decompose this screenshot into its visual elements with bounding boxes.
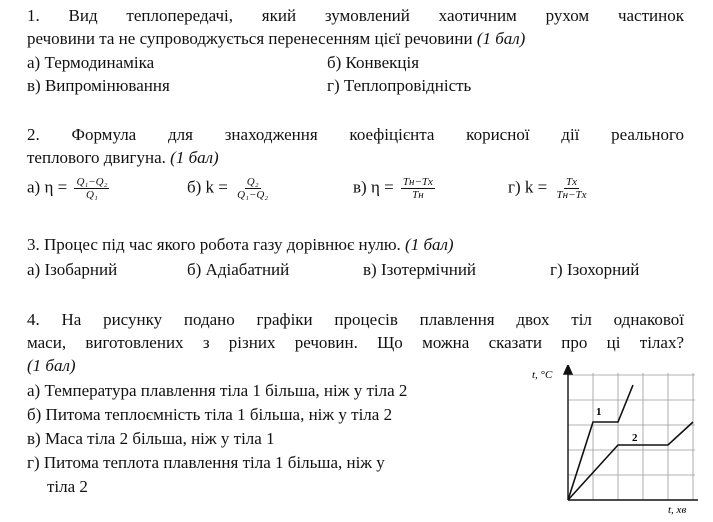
q2-option-a-denominator: Q₁	[86, 189, 98, 201]
q2-option-a-fraction	[74, 176, 109, 201]
q1-option-b[interactable]: б) Конвекція	[327, 53, 420, 72]
q3-text-line1	[27, 235, 454, 255]
graph-axes	[564, 365, 698, 500]
q2-option-c-denominator: Tн	[412, 189, 424, 201]
q4-text-line2: маси, виготовлених з різних речовин. Що можна сказати про ці тілах?	[27, 333, 684, 352]
q4-option-c[interactable]: в) Маса тіла 2 більша, ніж у тіла 1	[27, 429, 275, 448]
q2-option-d-numerator: Tх	[565, 176, 577, 188]
q2-option-c[interactable]	[353, 176, 435, 201]
q2-option-c-numerator: Tн−Tх	[402, 176, 433, 188]
q3-option-a[interactable]: а) Ізобарний	[27, 260, 118, 279]
q1-text-line2	[27, 29, 525, 49]
q2-option-b[interactable]	[187, 176, 270, 201]
q4-option-a[interactable]: а) Температура плавлення тіла 1 більша, ніж у тіла 2	[27, 381, 408, 400]
graph-curve-1-label: 1	[596, 406, 602, 418]
q2-option-d[interactable]	[508, 176, 588, 201]
q3-points: (1 бал)	[405, 235, 454, 254]
q1-points: (1 бал)	[476, 29, 526, 48]
q2-option-a[interactable]	[27, 176, 109, 201]
graph-curve-1	[568, 385, 633, 500]
q2-text-line1: 2. Формула для знаходження коефіцієнта корисної дії реального	[27, 125, 684, 144]
q4-option-d-continuation: тіла 2	[47, 477, 88, 496]
q1-option-a[interactable]: а) Термодинаміка	[27, 53, 155, 72]
q2-option-c-fraction	[401, 176, 435, 201]
q2-option-a-numerator: Q₁−Q₂	[76, 176, 108, 188]
q4-option-b[interactable]: б) Питома теплоємність тіла 1 більша, ніж у тіла 2	[27, 405, 393, 424]
q2-option-d-prefix: г) k =	[508, 177, 548, 197]
q2-option-b-denominator: Q₁−Q₂	[237, 189, 269, 201]
q4-text-line1: 4. На рисунку подано графіки процесів плавлення двох тіл однакової	[27, 310, 684, 329]
q1-option-c[interactable]: в) Випромінювання	[27, 76, 170, 95]
q4-option-d[interactable]: г) Питома теплота плавлення тіла 1 більша, ніж у	[27, 453, 385, 472]
q2-option-b-numerator: Q₂	[246, 176, 259, 188]
q1-option-d[interactable]: г) Теплопровідність	[327, 76, 472, 95]
q2-option-b-prefix: б) k =	[187, 177, 228, 197]
q4-points: (1 бал)	[27, 356, 76, 375]
q2-option-c-prefix: в) η =	[353, 177, 394, 197]
q2-text-line2-body: теплового двигуна.	[27, 148, 166, 167]
q2-option-d-denominator: Tн−Tх	[556, 189, 587, 201]
q2-option-a-prefix: а) η =	[27, 177, 68, 197]
graph-x-axis-label: t, хв	[668, 504, 687, 515]
q4-melting-graph	[510, 365, 710, 515]
graph-y-axis-label: t, °C	[532, 369, 553, 381]
graph-curve-2	[568, 422, 693, 500]
q3-option-c[interactable]: в) Ізотермічний	[363, 260, 477, 279]
q3-option-b[interactable]: б) Адіабатний	[187, 260, 290, 279]
q3-text-body: 3. Процес під час якого робота газу дорівнює нулю.	[27, 235, 401, 254]
q1-text-line2-body: речовини та не супроводжується перенесенням цієї речовини	[27, 29, 473, 48]
q1-text-line1: 1. Вид теплопередачі, який зумовлений хаотичним рухом частинок	[27, 6, 684, 25]
q2-text-line2	[27, 148, 219, 168]
q3-option-d[interactable]: г) Ізохорний	[550, 260, 640, 279]
q2-option-d-fraction	[554, 176, 588, 201]
graph-curve-2-label: 2	[632, 432, 638, 444]
q2-option-b-fraction	[235, 176, 270, 201]
q2-points: (1 бал)	[170, 148, 219, 167]
